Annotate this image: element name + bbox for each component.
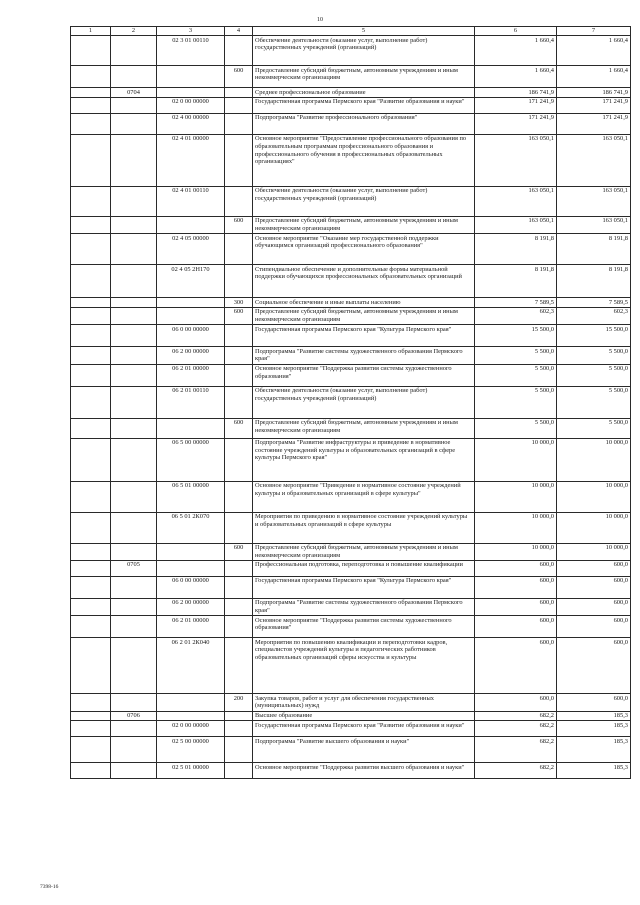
table-row	[71, 418, 631, 438]
cell-expense-type: 600	[225, 418, 253, 438]
cell-expense-type	[225, 438, 253, 481]
cell-col-1	[71, 737, 111, 763]
cell-amount-1: 186 741,9	[475, 88, 557, 98]
table-row	[71, 543, 631, 560]
cell-col-1	[71, 763, 111, 779]
header-col-6: 6	[475, 27, 557, 36]
cell-section-code	[111, 186, 157, 216]
table-row	[71, 66, 631, 88]
cell-target-code: 02 3 01 00110	[157, 36, 225, 66]
cell-amount-1: 600,0	[475, 560, 557, 576]
cell-description: Мероприятия по повышению квалификации и переподготовки кадров, специалистов учреждений культуры и педагогических работников образовательных организаций сферы искусства и культуры	[253, 638, 475, 694]
cell-target-code: 02 0 00 00000	[157, 97, 225, 113]
header-col-5: 5	[253, 27, 475, 36]
cell-amount-2: 163 050,1	[557, 186, 631, 216]
cell-section-code	[111, 737, 157, 763]
cell-description: Обеспечение деятельности (оказание услуг, выполнение работ) государственных учреждений (организаций)	[253, 386, 475, 418]
cell-col-1	[71, 113, 111, 134]
cell-description: Подпрограмма "Развитие инфраструктуры и приведение в нормативное состояние учреждений культуры и образовательных организаций в сфере культуры Пермского края"	[253, 438, 475, 481]
cell-section-code	[111, 325, 157, 347]
cell-amount-1: 602,3	[475, 307, 557, 324]
header-col-4: 4	[225, 27, 253, 36]
cell-amount-1: 600,0	[475, 576, 557, 598]
cell-description: Основное мероприятие "Приведение в нормативное состояние учреждений культуры и образовательных организаций в сфере культуры"	[253, 481, 475, 512]
cell-target-code	[157, 694, 225, 711]
cell-section-code	[111, 298, 157, 308]
cell-col-1	[71, 576, 111, 598]
table-row	[71, 298, 631, 308]
cell-amount-2: 600,0	[557, 616, 631, 638]
table-row	[71, 512, 631, 543]
cell-amount-2: 602,3	[557, 307, 631, 324]
cell-col-1	[71, 438, 111, 481]
cell-description: Профессиональная подготовка, переподготовка и повышение квалификации	[253, 560, 475, 576]
cell-expense-type	[225, 481, 253, 512]
cell-expense-type	[225, 638, 253, 694]
cell-amount-2: 171 241,9	[557, 113, 631, 134]
cell-amount-2: 10 000,0	[557, 512, 631, 543]
cell-expense-type	[225, 721, 253, 737]
cell-section-code	[111, 638, 157, 694]
cell-col-1	[71, 711, 111, 721]
cell-amount-2: 186 741,9	[557, 88, 631, 98]
cell-description: Среднее профессиональное образование	[253, 88, 475, 98]
table-row	[71, 186, 631, 216]
cell-target-code: 06 2 01 00110	[157, 386, 225, 418]
cell-amount-1: 5 500,0	[475, 418, 557, 438]
cell-amount-2: 10 000,0	[557, 438, 631, 481]
cell-amount-2: 5 500,0	[557, 418, 631, 438]
cell-description: Подпрограмма "Развитие высшего образования и науки"	[253, 737, 475, 763]
cell-expense-type: 600	[225, 66, 253, 88]
cell-target-code: 06 5 01 2К070	[157, 512, 225, 543]
cell-amount-1: 163 050,1	[475, 186, 557, 216]
cell-section-code: 0704	[111, 88, 157, 98]
cell-amount-2: 10 000,0	[557, 481, 631, 512]
cell-description: Предоставление субсидий бюджетным, автономным учреждениям и иным некоммерческим организациям	[253, 543, 475, 560]
cell-section-code	[111, 543, 157, 560]
cell-amount-2: 1 660,4	[557, 66, 631, 88]
cell-expense-type	[225, 325, 253, 347]
table-row	[71, 638, 631, 694]
cell-description: Подпрограмма "Развитие системы художественного образования Пермского края"	[253, 347, 475, 364]
cell-section-code	[111, 576, 157, 598]
header-col-1: 1	[71, 27, 111, 36]
cell-description: Закупка товаров, работ и услуг для обеспечения государственных (муниципальных) нужд	[253, 694, 475, 711]
cell-expense-type	[225, 598, 253, 615]
cell-description: Обеспечение деятельности (оказание услуг, выполнение работ) государственных учреждений (организаций)	[253, 36, 475, 66]
cell-amount-2: 185,3	[557, 763, 631, 779]
cell-target-code	[157, 216, 225, 233]
table-row	[71, 598, 631, 615]
cell-amount-2: 5 500,0	[557, 386, 631, 418]
cell-col-1	[71, 560, 111, 576]
table-row	[71, 481, 631, 512]
cell-col-1	[71, 721, 111, 737]
cell-col-1	[71, 307, 111, 324]
cell-description: Основное мероприятие "Оказание мер государственной поддержки обучающимся организаций профессионального образования"	[253, 234, 475, 265]
cell-section-code	[111, 616, 157, 638]
cell-col-1	[71, 543, 111, 560]
cell-expense-type	[225, 265, 253, 298]
cell-description: Государственная программа Пермского края "Развитие образования и науки"	[253, 97, 475, 113]
cell-description: Стипендиальное обеспечение и дополнительные формы материальной поддержки обучающихся профессиональных образовательных организаций	[253, 265, 475, 298]
cell-amount-2: 5 500,0	[557, 364, 631, 386]
cell-amount-1: 682,2	[475, 737, 557, 763]
cell-section-code	[111, 364, 157, 386]
cell-section-code	[111, 763, 157, 779]
cell-description: Основное мероприятие "Предоставление профессионального образования по образовательным программам профессионального образования и профессионального обучения в профессиональных образовательных организациях"	[253, 134, 475, 186]
cell-col-1	[71, 66, 111, 88]
cell-amount-2: 15 500,0	[557, 325, 631, 347]
cell-expense-type: 600	[225, 307, 253, 324]
cell-description: Предоставление субсидий бюджетным, автономным учреждениям и иным некоммерческим организациям	[253, 307, 475, 324]
cell-amount-2: 185,3	[557, 721, 631, 737]
table-row	[71, 386, 631, 418]
cell-col-1	[71, 347, 111, 364]
cell-description: Подпрограмма "Развитие профессионального образования"	[253, 113, 475, 134]
table-row	[71, 36, 631, 66]
header-col-3: 3	[157, 27, 225, 36]
cell-col-1	[71, 481, 111, 512]
table-row	[71, 97, 631, 113]
cell-section-code	[111, 265, 157, 298]
cell-col-1	[71, 694, 111, 711]
cell-expense-type	[225, 113, 253, 134]
cell-amount-2: 185,3	[557, 711, 631, 721]
cell-amount-1: 682,2	[475, 711, 557, 721]
cell-amount-1: 10 000,0	[475, 481, 557, 512]
cell-expense-type	[225, 763, 253, 779]
cell-amount-1: 1 660,4	[475, 36, 557, 66]
cell-target-code	[157, 543, 225, 560]
table-row	[71, 265, 631, 298]
budget-table-container	[70, 26, 630, 779]
cell-target-code: 06 5 00 00000	[157, 438, 225, 481]
cell-amount-1: 171 241,9	[475, 97, 557, 113]
cell-description: Основное мероприятие "Поддержка развития системы художественного образования"	[253, 364, 475, 386]
cell-target-code	[157, 418, 225, 438]
cell-expense-type	[225, 711, 253, 721]
table-row	[71, 113, 631, 134]
cell-amount-1: 163 050,1	[475, 134, 557, 186]
cell-section-code	[111, 216, 157, 233]
page-number: 10	[317, 17, 323, 23]
table-row	[71, 134, 631, 186]
cell-target-code: 06 5 01 00000	[157, 481, 225, 512]
table-row	[71, 88, 631, 98]
cell-target-code: 02 4 01 00110	[157, 186, 225, 216]
table-row	[71, 307, 631, 324]
cell-section-code	[111, 134, 157, 186]
cell-col-1	[71, 364, 111, 386]
cell-col-1	[71, 134, 111, 186]
cell-target-code: 06 0 00 00000	[157, 325, 225, 347]
cell-target-code: 02 4 05 00000	[157, 234, 225, 265]
cell-amount-1: 5 500,0	[475, 364, 557, 386]
table-row	[71, 325, 631, 347]
table-row	[71, 560, 631, 576]
cell-amount-1: 600,0	[475, 616, 557, 638]
cell-section-code	[111, 721, 157, 737]
table-row	[71, 763, 631, 779]
cell-amount-1: 7 589,5	[475, 298, 557, 308]
cell-section-code	[111, 66, 157, 88]
cell-amount-1: 600,0	[475, 598, 557, 615]
cell-col-1	[71, 598, 111, 615]
cell-description: Государственная программа Пермского края "Развитие образования и науки"	[253, 721, 475, 737]
cell-col-1	[71, 386, 111, 418]
cell-target-code: 02 5 01 00000	[157, 763, 225, 779]
header-row	[71, 27, 631, 36]
cell-expense-type	[225, 186, 253, 216]
cell-amount-2: 600,0	[557, 560, 631, 576]
cell-description: Предоставление субсидий бюджетным, автономным учреждениям и иным некоммерческим организациям	[253, 66, 475, 88]
cell-target-code: 06 2 00 00000	[157, 598, 225, 615]
cell-section-code	[111, 418, 157, 438]
cell-description: Основное мероприятие "Поддержка развития системы художественного образования"	[253, 616, 475, 638]
cell-col-1	[71, 418, 111, 438]
cell-target-code: 06 2 00 00000	[157, 347, 225, 364]
cell-col-1	[71, 298, 111, 308]
cell-col-1	[71, 88, 111, 98]
cell-amount-1: 8 191,8	[475, 265, 557, 298]
cell-description: Социальное обеспечение и иные выплаты населению	[253, 298, 475, 308]
cell-expense-type	[225, 97, 253, 113]
cell-target-code: 02 0 00 00000	[157, 721, 225, 737]
table-row	[71, 234, 631, 265]
cell-amount-1: 600,0	[475, 638, 557, 694]
cell-amount-2: 163 050,1	[557, 134, 631, 186]
cell-col-1	[71, 216, 111, 233]
table-row	[71, 347, 631, 364]
cell-section-code	[111, 481, 157, 512]
cell-amount-2: 600,0	[557, 576, 631, 598]
cell-amount-1: 10 000,0	[475, 543, 557, 560]
cell-section-code	[111, 438, 157, 481]
cell-col-1	[71, 325, 111, 347]
cell-section-code	[111, 113, 157, 134]
cell-description: Государственная программа Пермского края "Культура Пермского края"	[253, 325, 475, 347]
cell-amount-1: 5 500,0	[475, 386, 557, 418]
cell-section-code	[111, 512, 157, 543]
cell-amount-2: 10 000,0	[557, 543, 631, 560]
cell-expense-type	[225, 234, 253, 265]
cell-expense-type	[225, 88, 253, 98]
cell-section-code	[111, 307, 157, 324]
cell-col-1	[71, 265, 111, 298]
cell-expense-type	[225, 576, 253, 598]
cell-expense-type: 200	[225, 694, 253, 711]
cell-target-code: 06 2 01 00000	[157, 616, 225, 638]
cell-target-code	[157, 298, 225, 308]
cell-section-code	[111, 36, 157, 66]
cell-description: Предоставление субсидий бюджетным, автономным учреждениям и иным некоммерческим организациям	[253, 216, 475, 233]
table-row	[71, 364, 631, 386]
cell-target-code: 06 2 01 2К040	[157, 638, 225, 694]
cell-amount-1: 1 660,4	[475, 66, 557, 88]
cell-amount-1: 682,2	[475, 763, 557, 779]
cell-section-code	[111, 347, 157, 364]
cell-col-1	[71, 638, 111, 694]
cell-section-code	[111, 386, 157, 418]
header-col-7: 7	[557, 27, 631, 36]
table-row	[71, 576, 631, 598]
cell-expense-type	[225, 560, 253, 576]
cell-target-code: 06 0 00 00000	[157, 576, 225, 598]
table-row	[71, 438, 631, 481]
header-col-2: 2	[111, 27, 157, 36]
cell-expense-type	[225, 512, 253, 543]
cell-section-code	[111, 598, 157, 615]
table-row	[71, 694, 631, 711]
cell-amount-2: 8 191,8	[557, 234, 631, 265]
cell-target-code: 02 4 01 00000	[157, 134, 225, 186]
cell-amount-2: 8 191,8	[557, 265, 631, 298]
cell-amount-1: 15 500,0	[475, 325, 557, 347]
table-row	[71, 737, 631, 763]
cell-description: Предоставление субсидий бюджетным, автономным учреждениям и иным некоммерческим организациям	[253, 418, 475, 438]
cell-target-code	[157, 711, 225, 721]
budget-table	[70, 26, 631, 779]
cell-target-code: 06 2 01 00000	[157, 364, 225, 386]
cell-expense-type	[225, 364, 253, 386]
cell-target-code: 02 4 00 00000	[157, 113, 225, 134]
cell-expense-type	[225, 386, 253, 418]
cell-target-code	[157, 88, 225, 98]
cell-col-1	[71, 36, 111, 66]
table-body	[71, 36, 631, 779]
cell-target-code	[157, 66, 225, 88]
cell-expense-type: 600	[225, 216, 253, 233]
cell-target-code	[157, 560, 225, 576]
cell-section-code	[111, 234, 157, 265]
cell-col-1	[71, 234, 111, 265]
cell-section-code: 0705	[111, 560, 157, 576]
cell-amount-2: 600,0	[557, 598, 631, 615]
footer-code: 7398-16	[40, 884, 59, 890]
cell-description: Обеспечение деятельности (оказание услуг, выполнение работ) государственных учреждений (организаций)	[253, 186, 475, 216]
cell-amount-1: 5 500,0	[475, 347, 557, 364]
cell-description: Подпрограмма "Развитие системы художественного образования Пермского края"	[253, 598, 475, 615]
cell-col-1	[71, 512, 111, 543]
table-row	[71, 216, 631, 233]
cell-amount-2: 185,3	[557, 737, 631, 763]
cell-amount-2: 600,0	[557, 694, 631, 711]
cell-description: Основное мероприятие "Поддержка развития высшего образования и науки"	[253, 763, 475, 779]
table-row	[71, 721, 631, 737]
cell-expense-type	[225, 134, 253, 186]
cell-amount-1: 10 000,0	[475, 512, 557, 543]
cell-amount-1: 10 000,0	[475, 438, 557, 481]
cell-section-code: 0706	[111, 711, 157, 721]
cell-amount-2: 7 589,5	[557, 298, 631, 308]
cell-amount-2: 1 660,4	[557, 36, 631, 66]
cell-col-1	[71, 616, 111, 638]
cell-expense-type: 600	[225, 543, 253, 560]
cell-amount-1: 163 050,1	[475, 216, 557, 233]
cell-expense-type	[225, 347, 253, 364]
table-row	[71, 711, 631, 721]
cell-expense-type	[225, 616, 253, 638]
cell-target-code: 02 4 05 2Н170	[157, 265, 225, 298]
cell-amount-1: 8 191,8	[475, 234, 557, 265]
cell-amount-2: 163 050,1	[557, 216, 631, 233]
cell-amount-2: 5 500,0	[557, 347, 631, 364]
cell-amount-1: 171 241,9	[475, 113, 557, 134]
cell-col-1	[71, 97, 111, 113]
cell-description: Мероприятия по приведению в нормативное состояние учреждений культуры и образовательных организаций в сфере культуры	[253, 512, 475, 543]
cell-expense-type	[225, 737, 253, 763]
cell-description: Высшее образование	[253, 711, 475, 721]
cell-amount-1: 600,0	[475, 694, 557, 711]
cell-section-code	[111, 694, 157, 711]
cell-expense-type: 300	[225, 298, 253, 308]
cell-target-code: 02 5 00 00000	[157, 737, 225, 763]
cell-amount-1: 682,2	[475, 721, 557, 737]
table-row	[71, 616, 631, 638]
cell-section-code	[111, 97, 157, 113]
cell-amount-2: 600,0	[557, 638, 631, 694]
cell-col-1	[71, 186, 111, 216]
cell-target-code	[157, 307, 225, 324]
cell-expense-type	[225, 36, 253, 66]
cell-description: Государственная программа Пермского края "Культура Пермского края"	[253, 576, 475, 598]
cell-amount-2: 171 241,9	[557, 97, 631, 113]
